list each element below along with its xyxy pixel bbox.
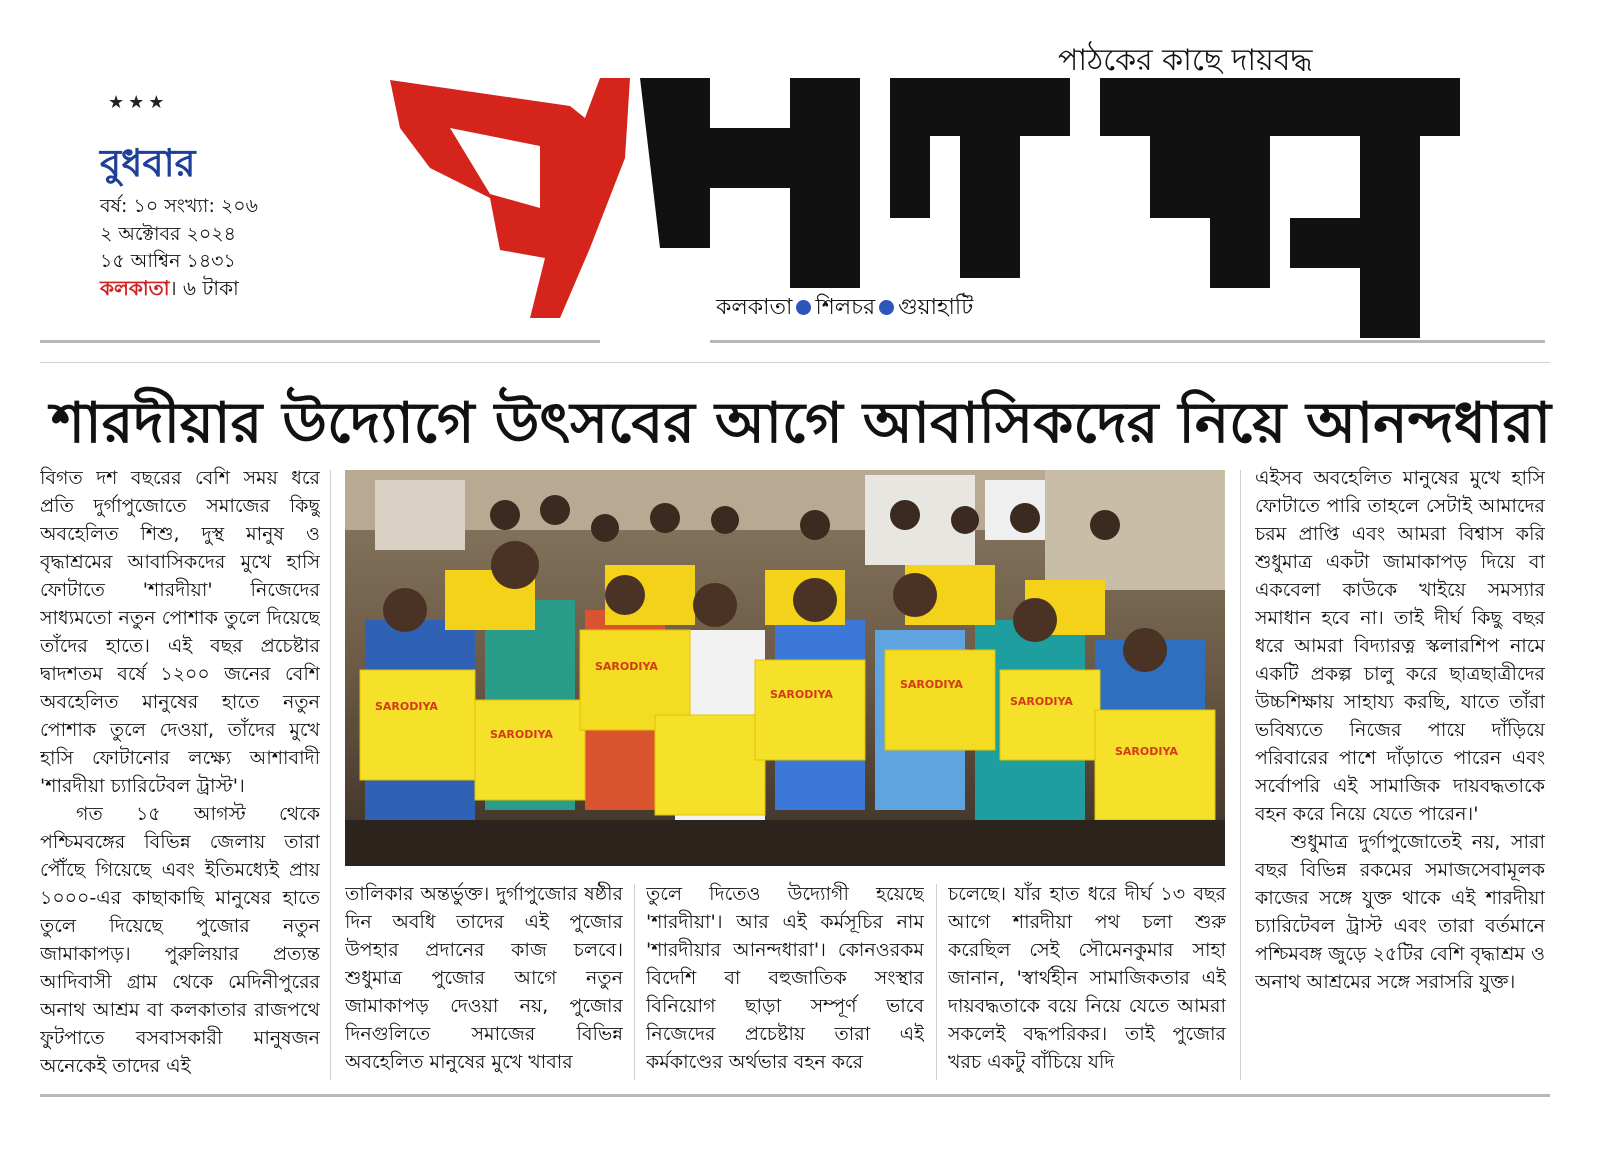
- column-separator: [1240, 470, 1241, 1080]
- divider: [40, 362, 1550, 363]
- article-column-4: [948, 880, 1226, 1080]
- price: । ৬ টাকা: [169, 276, 239, 300]
- edition-kolkata: কলকাতা: [716, 295, 793, 320]
- paragraph: বিগত দশ বছরের বেশি সময় ধরে প্রতি দুর্গাপুজোতে সমাজের কিছু অবহেলিত শিশু, দুস্থ মানুষ ও বৃদ্ধাশ্রমের আবাসিকদের মুখে হাসি ফোটাতে 'শারদীয়া' নিজেদের সাধ্যমতো নতুন পোশাক তুলে দিয়েছে তাঁদের হাতে। এই বছর প্রচেষ্টার দ্বাদশতম বর্ষে ১২০০ জনের বেশি অবহেলিত মানুষের হাতে নতুন পোশাক তুলে দেওয়া, তাঁদের মুখে হাসি ফোটানোর লক্ষ্যে আশাবাদী 'শারদীয়া চ্যারিটেবল ট্রাস্ট'।: [40, 467, 320, 797]
- edition-guwahati: গুয়াহাটি: [898, 295, 974, 320]
- bag-label: SARODIYA: [490, 728, 553, 741]
- paragraph: চলেছে। যাঁর হাত ধরে দীর্ঘ ১৩ বছর আগে শারদীয়া পথ চলা শুরু করেছিল সেই সৌমেনকুমার সাহা জানান, 'স্বার্থহীন সামাজিকতার এই দায়বদ্ধতাকে বয়ে নিয়ে যেতে আমরা সকলেই বদ্ধপরিকর। তাই পুজোর খরচ একটু বাঁচিয়ে যদি: [948, 883, 1226, 1073]
- bag-label: SARODIYA: [770, 688, 833, 701]
- photo-children-with-bags: [345, 470, 1225, 866]
- bag-label: SARODIYA: [1010, 695, 1073, 708]
- bullet-icon: [879, 300, 894, 315]
- bullet-icon: [796, 300, 811, 315]
- article-photo: [345, 470, 1225, 866]
- volume-issue: বর্ষ: ১০ সংখ্যা: ২০৬: [100, 195, 258, 217]
- paragraph: তালিকার অন্তর্ভুক্ত। দুর্গাপুজোর ষষ্ঠীর দিন অবধি তাদের এই পুজোর উপহার প্রদানের কাজ চলবে। শুধুমাত্র পুজোর আগে নতুন জামাকাপড় দেওয়া নয়, পুজোর দিনগুলিতে সমাজের বিভিন্ন অবহেলিত মানুষের মুখে খাবার: [345, 883, 623, 1073]
- date-bengali: ১৫ আশ্বিন ১৪৩১: [100, 250, 236, 272]
- headline-text: শারদীয়ার উদ্যোগে উৎসবের আগে আবাসিকদের নিয়ে আনন্দধারা: [51, 391, 1512, 456]
- column-separator: [634, 884, 635, 1080]
- city: কলকাতা: [100, 276, 170, 300]
- column-separator: [936, 884, 937, 1080]
- bag-label: SARODIYA: [375, 700, 438, 713]
- masthead-rule-left: [40, 340, 600, 343]
- paragraph: এইসব অবহেলিত মানুষের মুখে হাসি ফোটাতে পারি তাহলে সেটাই আমাদের চরম প্রাপ্তি এবং আমরা বিশ্বাস করি শুধুমাত্র একটা জামাকাপড় দিয়ে বা একবেলা কাউকে খাইয়ে সমস্যার সমাধান হবে না। তাই দীর্ঘ কিছু বছর ধরে আমরা বিদ্যারত্ন স্কলারশিপ নামে একটি প্রকল্প চালু করে ছাত্রছাত্রীদের উচ্চশিক্ষায় সাহায্য করছি, যাতে তাঁরা ভবিষ্যতে নিজের পায়ে দাঁড়িয়ে পরিবারের পাশে দাঁড়াতে পারেন এবং সর্বোপরি এই সামাজিক দায়বদ্ধতাকে বহন করে নিয়ে যেতে পারেন।': [1255, 467, 1545, 825]
- weekday: বুধবার: [100, 141, 196, 185]
- logo-red-glyph: [390, 78, 630, 318]
- article-column-2: [345, 880, 623, 1080]
- paragraph: শুধুমাত্র দুর্গাপুজোতেই নয়, সারা বছর বিভিন্ন রকমের সমাজসেবামূলক কাজের সঙ্গে যুক্ত থাকে এই শারদীয়া চ্যারিটেবল ট্রাস্ট এবং তারা বর্তমানে পশ্চিমবঙ্গ জুড়ে ২৫টির বেশি বৃদ্ধাশ্রম ও অনাথ আশ্রমের সঙ্গে সরাসরি যুক্ত।: [1255, 831, 1545, 993]
- city-price: [100, 274, 239, 307]
- editions: [716, 290, 973, 327]
- article-column-5: [1255, 464, 1545, 1084]
- column-separator: [330, 470, 331, 1080]
- bag-label: SARODIYA: [900, 678, 963, 691]
- masthead-rule-right: [710, 340, 1545, 343]
- logo-black-glyph-2: [890, 78, 1070, 278]
- paragraph: তুলে দিতেও উদ্যোগী হয়েছে 'শারদীয়া'। আর এই কর্মসূচির নাম 'শারদীয়ার আনন্দধারা'। কোনওরকম বিদেশি বা বহুজাতিক সংস্থার বিনিয়োগ ছাড়া সম্পূর্ণ ভাবে নিজেদের প্রচেষ্টায় তারা এই কর্মকাণ্ডের অর্থভার বহন করে: [646, 883, 924, 1073]
- bottom-rule: [40, 1094, 1550, 1097]
- paragraph: গত ১৫ আগস্ট থেকে পশ্চিমবঙ্গের বিভিন্ন জেলায় তারা পৌঁছে গিয়েছে এবং ইতিমধ্যেই প্রায় ১০০০-এর কাছাকাছি মানুষের হাতে তুলে দিয়েছে পুজোর নতুন জামাকাপড়। পুরুলিয়ার প্রত্যন্ত আদিবাসী গ্রাম থেকে মেদিনীপুরের অনাথ আশ্রম বা কলকাতার রাজপথে ফুটপাতে বসবাসকারী মানুষজন অনেকেই তাদের এই: [40, 803, 320, 1077]
- article-column-3: [646, 880, 924, 1080]
- tagline: পাঠকের কাছে দায়বদ্ধ: [1058, 43, 1313, 78]
- article-column-1: [40, 464, 320, 1084]
- headline: [36, 380, 1566, 460]
- edition-stars: ★★★: [108, 92, 169, 113]
- bag-label: SARODIYA: [595, 660, 658, 673]
- edition-silchar: শিলচর: [815, 295, 876, 320]
- date-gregorian: ২ অক্টোবর ২০২৪: [100, 223, 236, 245]
- logo-black-glyph-1: [640, 78, 860, 288]
- bag-label: SARODIYA: [1115, 745, 1178, 758]
- logo-black-glyph-3: [1100, 78, 1460, 338]
